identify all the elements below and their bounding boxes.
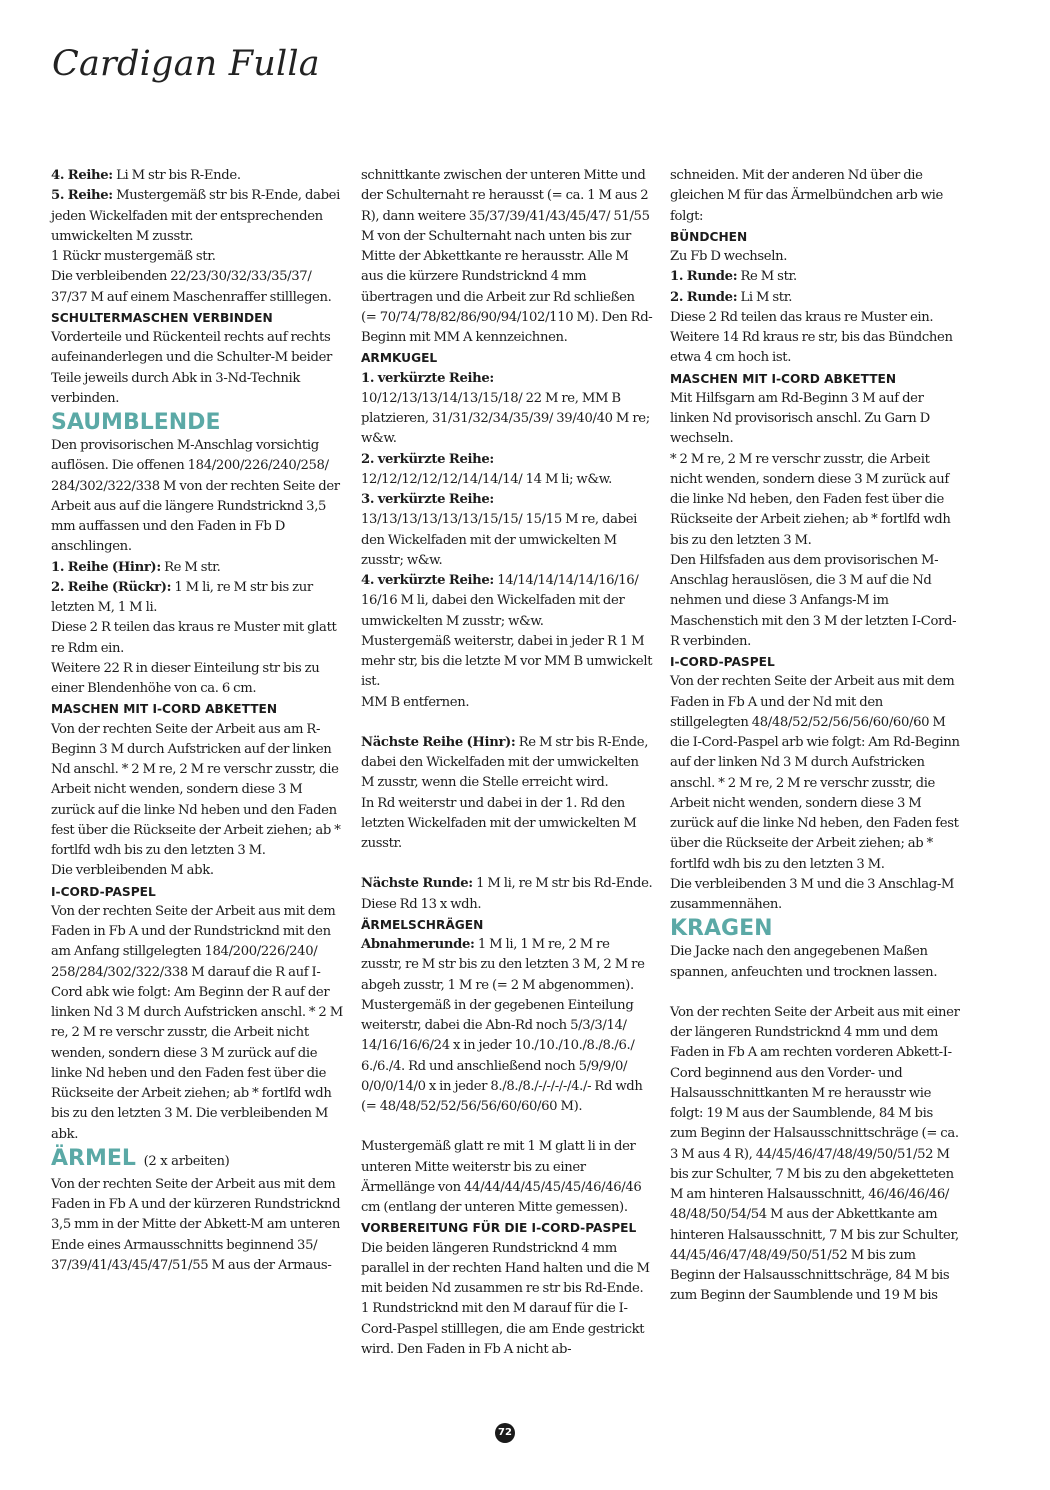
row-text: 13/13/13/13/13/13/15/15/ 15/15 M re, dabei den Wickelfaden mit der umwickelten M zusstr; w&w. xyxy=(361,512,638,568)
paragraph: Von der rechten Seite der Arbeit aus mit einer der längeren Rundstricknd 4 mm und dem Faden in Fb A am rechten vorderen Abkett-I-Cord beginnend aus den Vorder- und Halsausschnittkanten M re herausstr wie folgt: 19 M aus der Saumblende, 84 M bis zum Beginn der Halsausschnittschräge (= ca. 3 M aus 4 R), 44/45/46/47/48/49/50/51/52 M bis zur Schulter, 7 M bis zu den abgeketteten M am hinteren Halsausschnitt, 46/46/46/46/ 48/48/50/54/54 M aus der Abkettkante am hinteren Halsausschnitt, 7 M bis zur Schulter, 44/45/46/47/48/49/50/51/52 M bis zum Beginn der Halsausschnittschräge, 84 M bis zum Beginn der Saumblende und 19 M bis xyxy=(670,1004,960,1304)
row-text: Li M str bis R-Ende. xyxy=(112,168,241,183)
section-heading-armkugel: ARMKUGEL xyxy=(361,351,438,366)
section-heading-icord-abketten: MASCHEN MIT I-CORD ABKETTEN xyxy=(670,371,897,386)
column-2 xyxy=(361,166,653,1360)
row-text: 14/14/14/14/14/16/16/ 16/16 M li, dabei den Wickelfaden mit der umwickelten M zusstr; w&w. xyxy=(361,573,639,629)
section-heading-kragen: KRAGEN xyxy=(670,916,773,942)
section-heading-vorbereitung: VORBEREITUNG FÜR DIE I-CORD-PASPEL xyxy=(361,1221,637,1236)
column-3 xyxy=(670,166,962,1307)
page-number-badge: 72 xyxy=(495,1423,515,1443)
section-heading-aermelschraegen: ÄRMELSCHRÄGEN xyxy=(361,917,484,932)
paragraph: Diese Rd 13 x wdh. xyxy=(361,896,482,912)
paragraph: Von der rechten Seite der Arbeit aus mit dem Faden in Fb A und der Rundstricknd mit den am Anfang stillgelegten 184/200/226/240/ 258/284/302/322/338 M darauf die R auf I-Cord abk wie folgt: Am Beginn der R auf der linken Nd 3 M durch Aufstricken anschl. * 2 M re, 2 M re verschr zusstr, die Arbeit nicht wenden, sondern diese 3 M zurück auf die linke Nd heben und den Faden fest über die Rückseite der Arbeit ziehen; ab * fortlfd wdh bis zu den letzten 3 M. Die verbleibenden M abk. xyxy=(51,903,343,1142)
row-label: 1. Runde: xyxy=(670,269,738,285)
paragraph: * 2 M re, 2 M re verschr zusstr, die Arbeit nicht wenden, sondern diese 3 M zurück auf die linke Nd heben, den Faden fest über die Rückseite der Arbeit ziehen; ab * fortlfd wdh bis zu den letzten 3 M. xyxy=(670,451,951,548)
paragraph: Die verbleibenden M abk. xyxy=(51,863,214,879)
row-label: 2. verkürzte Reihe: xyxy=(361,451,494,467)
row-label: 4. verkürzte Reihe: xyxy=(361,573,494,588)
paragraph-row-5 xyxy=(51,186,343,247)
paragraph: Mit Hilfsgarn am Rd-Beginn 3 M auf der linken Nd provisorisch anschl. Zu Garn D wechseln. xyxy=(670,390,930,447)
paragraph: Die Jacke nach den angegebenen Maßen spannen, anfeuchten und trocknen lassen. xyxy=(670,944,938,980)
section-heading-buendchen: BÜNDCHEN xyxy=(670,229,748,244)
paragraph-round-2 xyxy=(670,288,962,308)
row-label: 2. Runde: xyxy=(670,289,738,305)
heading-note: (2 x arbeiten) xyxy=(143,1153,230,1169)
paragraph: 1 Rückr mustergemäß str. xyxy=(51,249,216,264)
paragraph: schnittkante zwischen der unteren Mitte und der Schulternaht re herausst (= ca. 1 M aus 2 R), dann weitere 35/37/39/41/43/45/47/ 51/55 M von der Schulternaht nach unten bis zur Mitte der Abkettkante re herausstr. Alle M aus die kürzere Rundstricknd 4 mm übertragen und die Arbeit zur Rd schließen (= 70/74/78/82/86/90/94/102/110 M). Den Rd-Beginn mit MM A kennzeichnen. xyxy=(361,168,653,345)
row-text: 1 M li, re M str bis zur letzten M, 1 M li. xyxy=(51,579,313,615)
paragraph: Von der rechten Seite der Arbeit aus am R-Beginn 3 M durch Aufstricken auf der linken Nd anschl. * 2 M re, 2 M re verschr zusstr, die Arbeit nicht wenden, sondern diese 3 M zurück auf die linke Nd heben und den Faden fest über die Rückseite der Arbeit ziehen; ab * fortlfd wdh bis zu den letzten 3 M. xyxy=(51,721,341,858)
paragraph-short-row-1 xyxy=(361,369,653,450)
row-label: Nächste Reihe (Hinr): xyxy=(361,734,516,750)
column-1 xyxy=(51,166,343,1276)
row-text: 1 M li, re M str bis Rd-Ende. xyxy=(472,876,653,892)
paragraph: Die verbleibenden 3 M und die 3 Anschlag-M zusammennähen. xyxy=(670,876,955,912)
row-text: Re M str. xyxy=(160,559,221,575)
paragraph-round-1 xyxy=(670,267,962,287)
section-heading-icord-abketten: MASCHEN MIT I-CORD ABKETTEN xyxy=(51,702,278,717)
paragraph: Diese 2 Rd teilen das kraus re Muster ein. Weitere 14 Rd kraus re str, bis das Bündchen etwa 4 cm hoch ist. xyxy=(670,309,953,366)
row-label: 4. Reihe: xyxy=(51,168,113,183)
paragraph: Zu Fb D wechseln. xyxy=(670,249,788,264)
paragraph-short-row-3 xyxy=(361,490,653,571)
paragraph: Diese 2 R teilen das kraus re Muster mit glatt re Rdm ein. xyxy=(51,620,337,656)
paragraph-short-row-4 xyxy=(361,571,653,632)
paragraph: Mustergemäß weiterstr, dabei in jeder R 1 M mehr str, bis die letzte M vor MM B umwickelt ist. xyxy=(361,633,653,690)
row-label: Nächste Runde: xyxy=(361,876,473,892)
row-text: Li M str. xyxy=(737,289,793,305)
heading-text: ÄRMEL xyxy=(51,1145,136,1171)
paragraph: schneiden. Mit der anderen Nd über die gleichen M für das Ärmelbündchen arb wie folgt: xyxy=(670,168,943,224)
paragraph: Von der rechten Seite der Arbeit aus mit dem Faden in Fb A und der kürzeren Rundstricknd 3,5 mm in der Mitte der Abkett-M am unteren Ende eines Armausschnitts beginnend 35/ 37/39/41/43/45/47/51/55 M aus der Armaus- xyxy=(51,1176,341,1273)
paragraph: In Rd weiterstr und dabei in der 1. Rd den letzten Wickelfaden mit der umwickelten M zusstr. xyxy=(361,795,637,851)
section-heading-schultermaschen: SCHULTERMASCHEN VERBINDEN xyxy=(51,310,273,325)
row-label: 1. Reihe (Hinr): xyxy=(51,559,161,575)
paragraph-next-row xyxy=(361,733,653,794)
row-text: 1 M li, 1 M re, 2 M re zusstr, re M str bis zu den letzten 3 M, 2 M re abgeh zusstr, 1 M re (= 2 M abgenommen). xyxy=(361,937,645,993)
section-heading-icord-paspel: I-CORD-PASPEL xyxy=(51,884,156,899)
section-heading-aermel xyxy=(51,1145,343,1175)
row-label: 3. verkürzte Reihe: xyxy=(361,492,494,507)
row-label: 2. Reihe (Rückr): xyxy=(51,579,172,595)
row-text: Mustergemäß str bis R-Ende, dabei jeden Wickelfaden mit der entsprechenden umwickelten M zusstr. xyxy=(51,188,340,244)
page-title: Cardigan Fulla xyxy=(52,44,320,84)
paragraph-decrease-round xyxy=(361,935,653,996)
paragraph: Den provisorischen M-Anschlag vorsichtig auflösen. Die offenen 184/200/226/240/258/ 284/302/322/338 M von der rechten Seite der Arbeit aus auf die längere Rundstricknd 3,5 mm auffassen und den Faden in Fb D anschlingen. xyxy=(51,438,340,555)
row-text: 10/12/13/13/14/13/15/18/ 22 M re, MM B platzieren, 31/31/32/34/35/39/ 39/40/40 M re; w&w. xyxy=(361,390,650,447)
paragraph: Weitere 22 R in dieser Einteilung str bis zu einer Blendenhöhe von ca. 6 cm. xyxy=(51,660,320,696)
paragraph: Von der rechten Seite der Arbeit aus mit dem Faden in Fb A und der Nd mit den stillgelegten 48/48/52/52/56/56/60/60/60 M die I-Cord-Paspel arb wie folgt: Am Rd-Beginn auf der linken Nd 3 M durch Aufstricken anschl. * 2 M re, 2 M re verschr zusstr, die Arbeit nicht wenden, sondern diese 3 M zurück auf die linke Nd heben, den Faden fest über die Rückseite der Arbeit ziehen; ab * fortlfd wdh bis zu den letzten 3 M. xyxy=(670,674,960,872)
paragraph: Den Hilfsfaden aus dem provisorischen M-Anschlag herauslösen, die 3 M auf die Nd nehmen und diese 3 Anfangs-M im Maschenstich mit den 3 M der letzten I-Cord-R verbinden. xyxy=(670,552,957,649)
paragraph-row-2 xyxy=(51,578,343,619)
paragraph: Die beiden längeren Rundstricknd 4 mm parallel in der rechten Hand halten und die M mit beiden Nd zusammen re str bis Rd-Ende. 1 Rundstricknd mit den M darauf für die I-Cord-Paspel stilllegen, die am Ende gestrickt wird. Den Faden in Fb A nicht ab- xyxy=(361,1240,650,1357)
row-label: 1. verkürzte Reihe: xyxy=(361,370,494,386)
row-label: Abnahmerunde: xyxy=(361,937,475,952)
paragraph: Vorderteile und Rückenteil rechts auf rechts aufeinanderlegen und die Schulter-M beider Teile jeweils durch Abk in 3-Nd-Technik verbinden. xyxy=(51,330,332,406)
paragraph: MM B entfernen. xyxy=(361,694,470,710)
section-heading-icord-paspel: I-CORD-PASPEL xyxy=(670,655,775,669)
paragraph-next-round xyxy=(361,874,653,894)
paragraph: Mustergemäß glatt re mit 1 M glatt li in der unteren Mitte weiterstr bis zu einer Ärmellänge von 44/44/44/45/45/45/46/46/46 cm (entlang der unteren Mitte gemessen). xyxy=(361,1139,642,1215)
row-text: Re M str bis R-Ende, dabei den Wickelfaden mit der umwickelten M zusstr, wenn die Stelle erreicht wird. xyxy=(361,734,649,791)
paragraph: Die verbleibenden 22/23/30/32/33/35/37/ 37/37 M auf einem Maschenraffer stilllegen. xyxy=(51,269,332,305)
paragraph-row-1 xyxy=(51,558,343,578)
section-heading-saumblende: SAUMBLENDE xyxy=(51,410,221,435)
row-label: 5. Reihe: xyxy=(51,188,113,204)
paragraph-short-row-2 xyxy=(361,450,653,491)
row-text: 12/12/12/12/12/14/14/14/ 14 M li; w&w. xyxy=(361,471,612,487)
paragraph: Mustergemäß in der gegebenen Einteilung weiterstr, dabei die Abn-Rd noch 5/3/3/14/ 14/16/16/6/24 x in jeder 10./10./10./8./8./6./ 6./6./4. Rd und anschließend noch 5/9/9/0/ 0/0/0/14/0 x in jeder 8./8./8./-/-/-/-/4./- Rd wdh (= 48/48/52/52/56/56/60/60/60 M). xyxy=(361,997,643,1114)
paragraph-row-4 xyxy=(51,166,343,186)
row-text: Re M str. xyxy=(737,269,797,285)
